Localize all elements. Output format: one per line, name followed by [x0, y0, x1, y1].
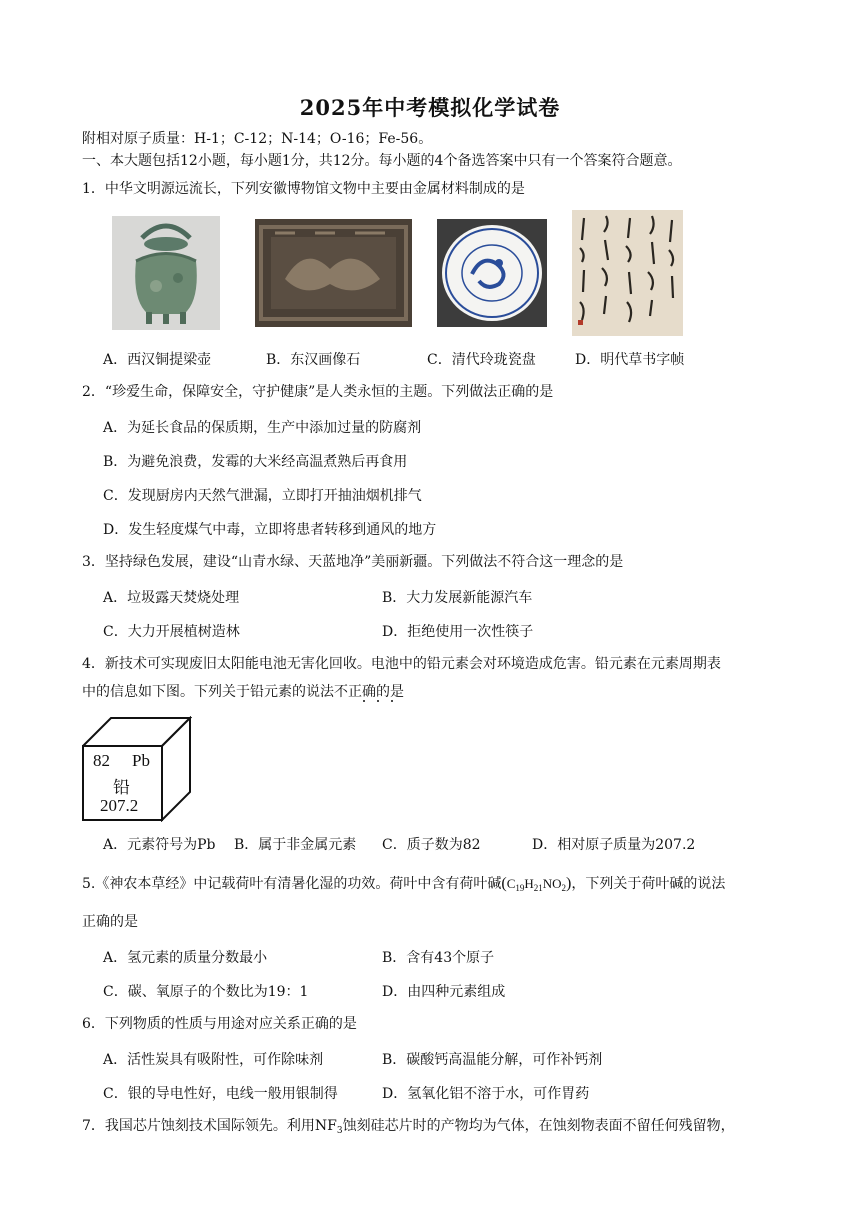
q6-option-b: B．碳酸钙高温能分解，可作补钙剂 — [382, 1052, 603, 1068]
chemical-formula: $C_{19}H_{21}NO_2$ — [506, 876, 567, 893]
q1-option-b: B．东汉画像石 — [266, 352, 361, 368]
periodic-element-cell — [82, 716, 192, 822]
bronze-pot-image — [112, 216, 220, 330]
emphasis-dot — [377, 700, 379, 702]
question-6-stem: 6．下列物质的性质与用途对应关系正确的是 — [82, 1016, 357, 1032]
element-name: 铅 — [113, 778, 130, 797]
q5-option-c: C．碳、氧原子的个数比为19：1 — [103, 984, 309, 1000]
element-atomic-mass: 207.2 — [100, 796, 139, 815]
atomic-mass-note: 附相对原子质量：H-1；C-12；N-14；O-16；Fe-56。 — [82, 131, 433, 147]
porcelain-plate-image — [437, 219, 547, 327]
q3-option-a: A．垃圾露天焚烧处理 — [103, 590, 240, 606]
q6-option-d: D．氢氧化铝不溶于水，可作胃药 — [382, 1086, 590, 1102]
element-atomic-number: 82 — [93, 751, 110, 770]
q1-option-d: D．明代草书字帧 — [575, 352, 685, 368]
q5-option-b: B．含有43个原子 — [382, 950, 495, 966]
question-5-stem-line1: 5.《神农本草经》中记载荷叶有清暑化湿的功效。荷叶中含有荷叶碱$(C_{19}H_{21}NO_2)$，下列关于荷叶碱的说法 — [82, 875, 726, 893]
question-5-stem-line2: 正确的是 — [82, 914, 138, 930]
element-symbol: Pb — [132, 751, 150, 770]
question-4-stem-line1: 4．新技术可实现废旧太阳能电池无害化回收。电池中的铅元素会对环境造成危害。铅元素在元素周期表 — [82, 656, 721, 672]
q4-option-c: C．质子数为82 — [382, 837, 481, 853]
q1-option-a: A．西汉铜提梁壶 — [103, 352, 212, 368]
emphasis-dot — [363, 700, 365, 702]
q4-option-b: B．属于非金属元素 — [234, 837, 357, 853]
question-7-stem: 7．我国芯片蚀刻技术国际领先。利用$NF_3$蚀刻硅芯片时的产物均为气体，在蚀刻物表面不留任何残留物， — [82, 1118, 735, 1136]
question-2-stem: 2．“珍爱生命，保障安全，守护健康”是人类永恒的主题。下列做法正确的是 — [82, 384, 554, 400]
question-4-stem-line2: 中的信息如下图。下列关于铅元素的说法不正确的是 — [82, 684, 404, 700]
q2-option-b: B．为避免浪费，发霉的大米经高温煮熟后再食用 — [103, 454, 408, 470]
q3-option-b: B．大力发展新能源汽车 — [382, 590, 533, 606]
q3-option-d: D．拒绝使用一次性筷子 — [382, 624, 534, 640]
emphasis-dot — [391, 700, 393, 702]
calligraphy-scroll-image — [572, 210, 683, 336]
q3-option-c: C．大力开展植树造林 — [103, 624, 240, 640]
q6-option-c: C．银的导电性好，电线一般用银制得 — [103, 1086, 338, 1102]
q5-option-d: D．由四种元素组成 — [382, 984, 506, 1000]
q4-option-d: D．相对原子质量为207.2 — [532, 837, 696, 853]
question-3-stem: 3．坚持绿色发展，建设“山青水绿、天蓝地净”美丽新疆。下列做法不符合这一理念的是 — [82, 554, 624, 570]
q2-option-d: D．发生轻度煤气中毒，立即将患者转移到通风的地方 — [103, 522, 437, 538]
question-1-stem: 1．中华文明源远流长，下列安徽博物馆文物中主要由金属材料制成的是 — [82, 181, 525, 197]
stone-relief-image — [255, 219, 412, 327]
q5-option-a: A．氢元素的质量分数最小 — [103, 950, 268, 966]
q2-option-c: C．发现厨房内天然气泄漏，立即打开抽油烟机排气 — [103, 488, 422, 504]
q1-option-c: C．清代玲珑瓷盘 — [427, 352, 536, 368]
q4-option-a: A．元素符号为Pb — [103, 837, 216, 853]
q2-option-a: A．为延长食品的保质期，生产中添加过量的防腐剂 — [103, 420, 422, 436]
section-heading: 一、本大题包括12小题，每小题1分，共12分。每小题的4个备选答案中只有一个答案符合题意。 — [82, 153, 682, 169]
q6-option-a: A．活性炭具有吸附性，可作除味剂 — [103, 1052, 324, 1068]
page-title: 2025年中考模拟化学试卷 — [299, 95, 561, 120]
